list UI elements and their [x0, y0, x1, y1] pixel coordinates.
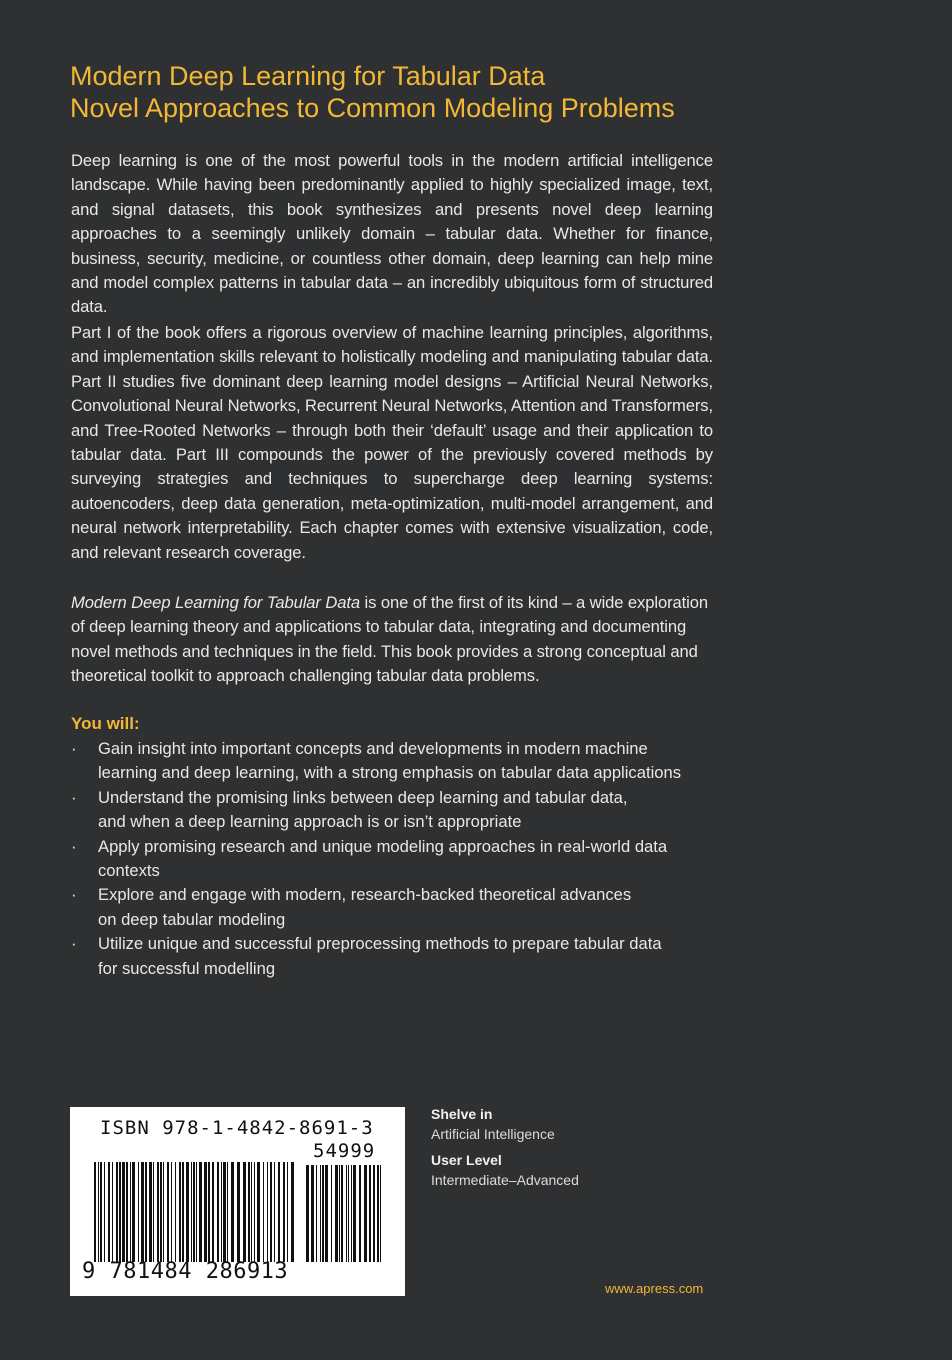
barcode-stripe: [274, 1162, 275, 1262]
barcode-stripe: [132, 1162, 135, 1262]
list-item-line: contexts: [98, 861, 160, 881]
list-item: [71, 786, 731, 835]
barcode-stripe: [217, 1162, 219, 1262]
ean-digits: 9 781484 286913: [82, 1259, 289, 1284]
list-item: [71, 932, 731, 981]
barcode-stripe: [199, 1162, 202, 1262]
barcode-stripe: [227, 1162, 228, 1262]
barcode-stripe: [257, 1162, 260, 1262]
barcode-stripe: [208, 1162, 210, 1262]
barcode-stripe: [182, 1162, 184, 1262]
barcode-stripe: [204, 1162, 207, 1262]
barcode-stripe: [104, 1162, 105, 1262]
barcode-stripe: [267, 1162, 268, 1262]
barcode-stripe: [196, 1162, 197, 1262]
barcode-stripe: [263, 1162, 264, 1262]
barcode-stripe: [369, 1165, 371, 1262]
list-item-line: Gain insight into important concepts and developments in modern machine: [98, 739, 648, 758]
barcode-stripe: [122, 1162, 125, 1262]
shelve-label: Shelve in: [431, 1106, 493, 1122]
barcode-stripe: [353, 1165, 356, 1262]
barcode-stripe: [186, 1162, 189, 1262]
barcode-stripe: [212, 1162, 214, 1262]
book-title-italic: Modern Deep Learning for Tabular Data: [71, 593, 361, 612]
shelve-value: Artificial Intelligence: [431, 1126, 555, 1142]
list-item-line: learning and deep learning, with a strong emphasis on tabular data applications: [98, 763, 682, 783]
barcode-stripe: [377, 1165, 379, 1262]
barcode-stripe: [149, 1162, 152, 1262]
barcode-stripe: [138, 1162, 139, 1262]
barcode-stripe: [325, 1165, 328, 1262]
price-code: 54999: [313, 1140, 376, 1162]
shelving-info: [431, 1104, 579, 1196]
description-paragraph-1: Deep learning is one of the most powerful tools in the modern artificial intelligence landscape. While having been predominantly applied to highly specialized image, text, and signal datasets, this book synthesizes and presents novel deep learning approaches to a seemingly unlikely domain – tabular data. Whether for finance, business, security, medicine, or countless other domain, deep learning can help mine and model complex patterns in tabular data – an incredibly ubiquitous form of structured data.: [71, 151, 713, 317]
barcode-stripe: [237, 1162, 240, 1262]
barcode-stripe: [348, 1165, 349, 1262]
bullet-icon: ·: [71, 787, 77, 807]
barcode-stripe: [163, 1162, 164, 1262]
barcode-stripe: [254, 1162, 255, 1262]
user-level-value: Intermediate–Advanced: [431, 1172, 579, 1188]
barcode-stripe: [160, 1162, 162, 1262]
list-item: [71, 737, 731, 786]
barcode-stripe: [359, 1165, 361, 1262]
list-item-line: on deep tabular modeling: [98, 909, 286, 929]
list-item-line: for successful modelling: [98, 958, 276, 978]
barcode-stripe: [94, 1162, 96, 1262]
publisher-website-link[interactable]: www.apress.com: [605, 1281, 704, 1296]
barcode-stripe: [380, 1165, 381, 1262]
barcode-stripe: [108, 1162, 110, 1262]
barcode-stripe: [316, 1165, 317, 1262]
user-level-label: User Level: [431, 1152, 502, 1168]
list-item-line: and when a deep learning approach is or isn’t appropriate: [98, 812, 522, 832]
learning-outcomes-list: [71, 737, 731, 981]
barcode-stripe: [130, 1162, 131, 1262]
barcode-stripe: [351, 1165, 352, 1262]
barcode-stripe: [231, 1162, 234, 1262]
barcode-stripe: [335, 1165, 338, 1262]
barcode-stripe: [339, 1165, 340, 1262]
barcode-stripe: [100, 1162, 102, 1262]
barcode-stripe: [157, 1162, 159, 1262]
price-barcode-icon: [306, 1165, 386, 1262]
you-will-heading: You will:: [71, 714, 140, 733]
barcode-stripe: [341, 1165, 343, 1262]
barcode-stripe: [112, 1162, 113, 1262]
barcode-stripe: [175, 1162, 176, 1262]
barcode-stripe: [171, 1162, 172, 1262]
barcode-stripe: [320, 1165, 321, 1262]
list-item: [71, 883, 731, 932]
barcode-stripe: [145, 1162, 147, 1262]
isbn-barcode: [70, 1107, 405, 1296]
isbn-label: ISBN 978-1-4842-8691-3: [100, 1117, 374, 1139]
barcode-stripe: [167, 1162, 169, 1262]
paragraph-3-text: is one of the first of its kind – a wide exploration of deep learning theory and applications to tabular data, integrating and documenting novel methods and techniques in the field. This book provides a strong conceptual and theoretical toolkit to approach challenging tabular data problems.: [71, 593, 708, 686]
description-paragraph-3: [71, 591, 713, 689]
barcode-stripe: [191, 1162, 192, 1262]
barcode-stripe: [243, 1162, 246, 1262]
barcode-stripe: [322, 1165, 324, 1262]
barcode-stripe: [98, 1162, 99, 1262]
barcode-stripe: [270, 1162, 272, 1262]
list-item: [71, 835, 731, 884]
ean-barcode-icon: [94, 1162, 294, 1262]
barcode-stripe: [119, 1162, 121, 1262]
bullet-icon: ·: [71, 885, 77, 905]
barcode-stripe: [311, 1165, 314, 1262]
barcode-stripe: [221, 1162, 222, 1262]
barcode-stripe: [346, 1165, 347, 1262]
description-paragraph-2: Part I of the book offers a rigorous overview of machine learning principles, algorithms, and implementation skills relevant to holistically modeling and manipulating tabular data. Part II studies five dominant deep learning model designs – Artificial Neural Networks, Convolutional Neural Networks, Recurrent Neural Networks, Attention and Transformers, and Tree-Rooted Networks – through both their ‘default’ usage and their application to tabular data. Part III compounds the power of the previously covered methods by surveying strategies and techniques to supercharge deep learning systems: autoencoders, deep data generation, meta-optimization, multi-model arrangement, and neural network interpretability. Each chapter comes with extensive visualization, code, and relevant research coverage.: [71, 323, 713, 562]
bullet-icon: ·: [71, 739, 77, 758]
barcode-stripe: [126, 1162, 128, 1262]
barcode-stripe: [306, 1165, 309, 1262]
bullet-icon: ·: [71, 934, 77, 954]
book-title: Modern Deep Learning for Tabular Data: [70, 61, 546, 91]
barcode-stripe: [179, 1162, 181, 1262]
barcode-stripe: [193, 1162, 195, 1262]
barcode-stripe: [223, 1162, 226, 1262]
list-item-line: Apply promising research and unique modeling approaches in real-world data: [98, 836, 668, 856]
barcode-stripe: [364, 1165, 367, 1262]
barcode-stripe: [141, 1162, 144, 1262]
barcode-stripe: [291, 1162, 294, 1262]
book-subtitle: Novel Approaches to Common Modeling Problems: [70, 93, 675, 123]
barcode-stripe: [248, 1162, 250, 1262]
barcode-stripe: [251, 1162, 252, 1262]
list-item-line: Understand the promising links between deep learning and tabular data,: [98, 787, 628, 807]
barcode-stripe: [278, 1162, 280, 1262]
barcode-stripe: [287, 1162, 288, 1262]
barcode-stripe: [153, 1162, 154, 1262]
list-item-line: Explore and engage with modern, research-backed theoretical advances: [98, 885, 632, 905]
barcode-stripe: [373, 1165, 375, 1262]
barcode-stripe: [331, 1165, 332, 1262]
barcode-stripe: [116, 1162, 118, 1262]
barcode-stripe: [283, 1162, 285, 1262]
list-item-line: Utilize unique and successful preprocessing methods to prepare tabular data: [98, 934, 662, 954]
bullet-icon: ·: [71, 836, 77, 856]
